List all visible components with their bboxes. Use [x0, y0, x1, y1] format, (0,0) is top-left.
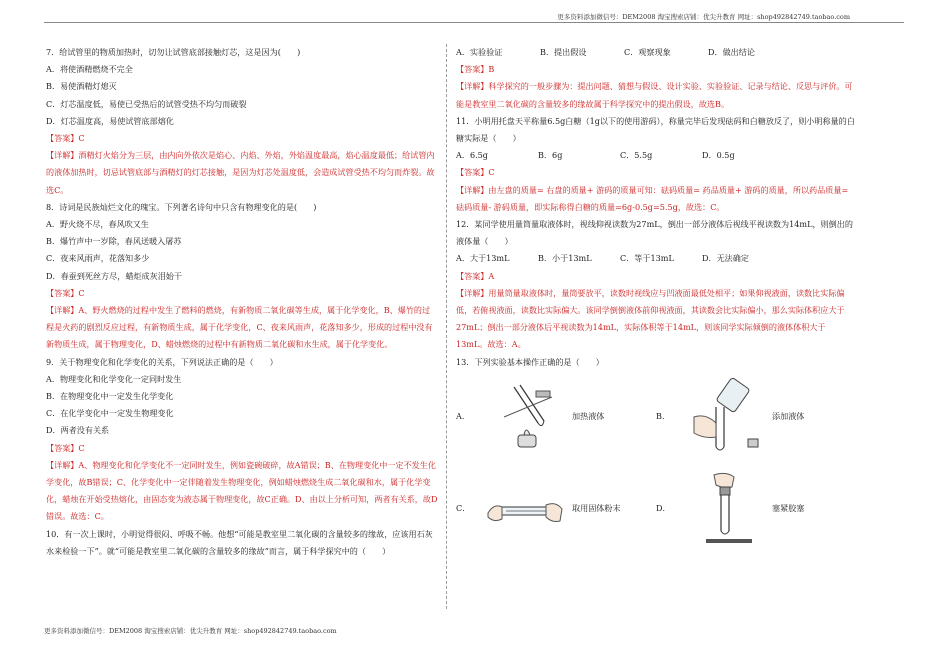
q7-option-b: B．易使酒精灯熄灭 — [46, 81, 117, 92]
q8-option-b: B．爆竹声中一岁除，春风送暖入屠苏 — [46, 236, 182, 247]
q12-option-b: B．小于13mL — [538, 253, 592, 264]
q11-detail: 【详解】由左盘的质量= 右盘的质量+ 游码的质量可知：砝码质量= 药品质量+ 游码的质量，所以药品质量= 砝码质量- 游码质量，即实际称得白糖的质量=6g-0.5g=5.5g，故选：C。 — [456, 184, 849, 212]
column-divider — [446, 44, 447, 609]
q7-answer: 【答案】C — [46, 133, 85, 144]
q7-option-d: D．灯芯温度高，易使试管底部熔化 — [46, 115, 174, 126]
q10-answer: 【答案】B — [456, 64, 495, 75]
q9-stem: 9．关于物理变化和化学变化的关系，下列说法正确的是（ ） — [46, 356, 278, 367]
q10-detail: 【详解】科学探究的一般步骤为：提出问题、猜想与假设、设计实验、实验验证、记录与结论、反思与评价。可能是教室里二氧化碳的含量较多的缘故属于科学探究中的提出假设，故选B。 — [456, 81, 853, 109]
q12-option-d: D．无法确定 — [702, 253, 749, 264]
adding-liquid-illustration — [686, 377, 764, 457]
plugging-stopper-illustration — [686, 469, 764, 549]
q11-option-b: B．6g — [538, 150, 563, 161]
q7-stem: 7．给试管里的物质加热时，切勿让试管底部接触灯芯，这是因为( ) — [46, 47, 301, 57]
q12-option-c: C．等于13mL — [620, 253, 674, 264]
q10-options — [456, 44, 856, 61]
q13-figure-a — [456, 377, 656, 457]
q8-detail: 【详解】A、野火燃烧的过程中发生了燃料的燃烧，有新物质二氧化碳等生成，属于化学变化，B、爆竹的过程是火药的剧烈反应过程，有新物质生成，属于化学变化，C、夜来风雨声，花落知多少，形成的过程中没有新物质生成，属于物理变化，D、蜡烛燃烧的过程中有新物质二氧化碳和水生成，属于化学变化。 — [46, 305, 433, 350]
q8-option-c: C．夜来风雨声，花落知多少 — [46, 253, 150, 264]
q9-answer: 【答案】C — [46, 442, 85, 453]
page-header: 更多资料添加微信号：DEM2008 淘宝搜索店铺：优尖升教育 网址：shop492842749.taobao.com — [557, 13, 850, 21]
q13-figure-row-2 — [456, 463, 856, 555]
q12-stem: 12．某同学使用量筒量取液体时，视线仰视读数为27mL，倒出一部分液体后视线平视读数为14mL，则倒出的液体量（ ） — [456, 219, 853, 247]
figure-b-letter: B． — [656, 411, 671, 422]
q9-option-a: A．物理变化和化学变化一定同时发生 — [46, 373, 182, 384]
figure-a-caption: 加热液体 — [572, 411, 605, 422]
q12-option-a: A．大于13mL — [456, 253, 510, 264]
figure-d-caption: 塞紧胶塞 — [772, 503, 805, 514]
q10-option-a: A．实验验证 — [456, 47, 503, 57]
q8-answer: 【答案】C — [46, 287, 85, 298]
q10-stem: 10．有一次上课时，小明觉得很闷、呼吸不畅。他想“可能是教室里二氧化碳的含量较多的缘故，应该用石灰水来检验一下”。就“可能是教室里二氧化碳的含量较多的缘故”而言，属于科学探究中的（ ） — [46, 528, 433, 556]
q13-figure-c — [456, 469, 656, 549]
q10-option-b: B．提出假设 — [540, 47, 587, 57]
figure-c-caption: 取用固体粉末 — [572, 503, 621, 514]
q8-stem: 8．诗词是民族灿烂文化的瑰宝。下列著名诗句中只含有物理变化的是( ) — [46, 201, 317, 212]
q7-option-c: C．灯芯温度低，易使已受热后的试管受热不均匀而破裂 — [46, 98, 247, 109]
heating-liquid-illustration — [486, 377, 564, 457]
q12-detail: 【详解】用量筒量取液体时，量筒要放平，读数时视线应与凹液面最低处相平；如果仰视液面，读数比实际偏低，若俯视液面，读数比实际偏大。该同学倒倒液体前仰视液面，其读数会比实际偏小，那么实际体积应大于27mL；倒出一部分液体后平视读数为14mL，实际体积等于14mL，则该同学实际倾倒的液体体积大于13mL。故选：A。 — [456, 287, 845, 350]
page-footer: 更多资料添加微信号：DEM2008 淘宝搜索店铺：优尖升教育 网址：shop492842749.taobao.com — [44, 627, 337, 635]
q11-stem: 11．小明用托盘天平称量6.5g白糖（1g以下的使用游码），称量完毕后发现砝码和白糖放反了，则小明称量的白糖实际是（ ） — [456, 115, 855, 144]
left-column — [46, 44, 438, 560]
q13-stem: 13．下列实验基本操作正确的是（ ） — [456, 356, 604, 367]
q7-option-a: A．将使酒精燃烧不完全 — [46, 64, 133, 75]
q11-options — [456, 147, 856, 164]
q12-options — [456, 250, 856, 267]
header-rule — [44, 22, 904, 23]
q10-option-c: C．观察现象 — [624, 47, 671, 57]
q7-detail: 【详解】酒精灯火焰分为三层，由内向外依次是焰心、内焰、外焰，外焰温度最高，焰心温度最低；给试管内的液体加热时，切忌试管底部与酒精灯的灯芯接触，是因为灯芯处温度低，会造成试管受热不均匀而炸裂。故选C。 — [46, 150, 435, 195]
q13-figure-row-1 — [456, 371, 856, 463]
q11-option-d: D．0.5g — [702, 150, 735, 161]
right-column — [456, 44, 856, 555]
q9-option-c: C．在化学变化中一定发生物理变化 — [46, 408, 174, 419]
q11-answer: 【答案】C — [456, 167, 495, 178]
q8-option-d: D．春蚕到死丝方尽，蜡炬成灰泪始干 — [46, 270, 182, 281]
q13-figure-b — [656, 377, 856, 457]
q8-option-a: A．野火烧不尽，春风吹又生 — [46, 219, 149, 230]
q9-option-d: D．两者没有关系 — [46, 425, 110, 436]
q11-option-c: C．5.5g — [620, 150, 653, 161]
figure-c-letter: C． — [456, 503, 471, 514]
figure-a-letter: A． — [456, 411, 470, 422]
q9-detail: 【详解】A、物理变化和化学变化不一定同时发生，例如瓷碗破碎，故A错误；B、在物理变化中一定不发生化学变化，故B错误；C、化学变化中一定伴随着发生物理变化，例如蜡烛燃烧生成二氧化碳和水，属于化学变化，蜡烛在开始受热熔化，由固态变为液态属于物理变化，故C正确。D、由以上分析可知，两者有关系，故D错误。故选：C。 — [46, 459, 438, 522]
q11-option-a: A．6.5g — [456, 150, 488, 161]
figure-b-caption: 添加液体 — [772, 411, 805, 422]
q13-figure-d — [656, 469, 856, 549]
taking-powder-illustration — [486, 469, 564, 549]
q9-option-b: B．在物理变化中一定发生化学变化 — [46, 391, 174, 402]
q12-answer: 【答案】A — [456, 270, 495, 281]
q10-option-d: D．做出结论 — [708, 47, 755, 57]
figure-d-letter: D． — [656, 503, 671, 514]
